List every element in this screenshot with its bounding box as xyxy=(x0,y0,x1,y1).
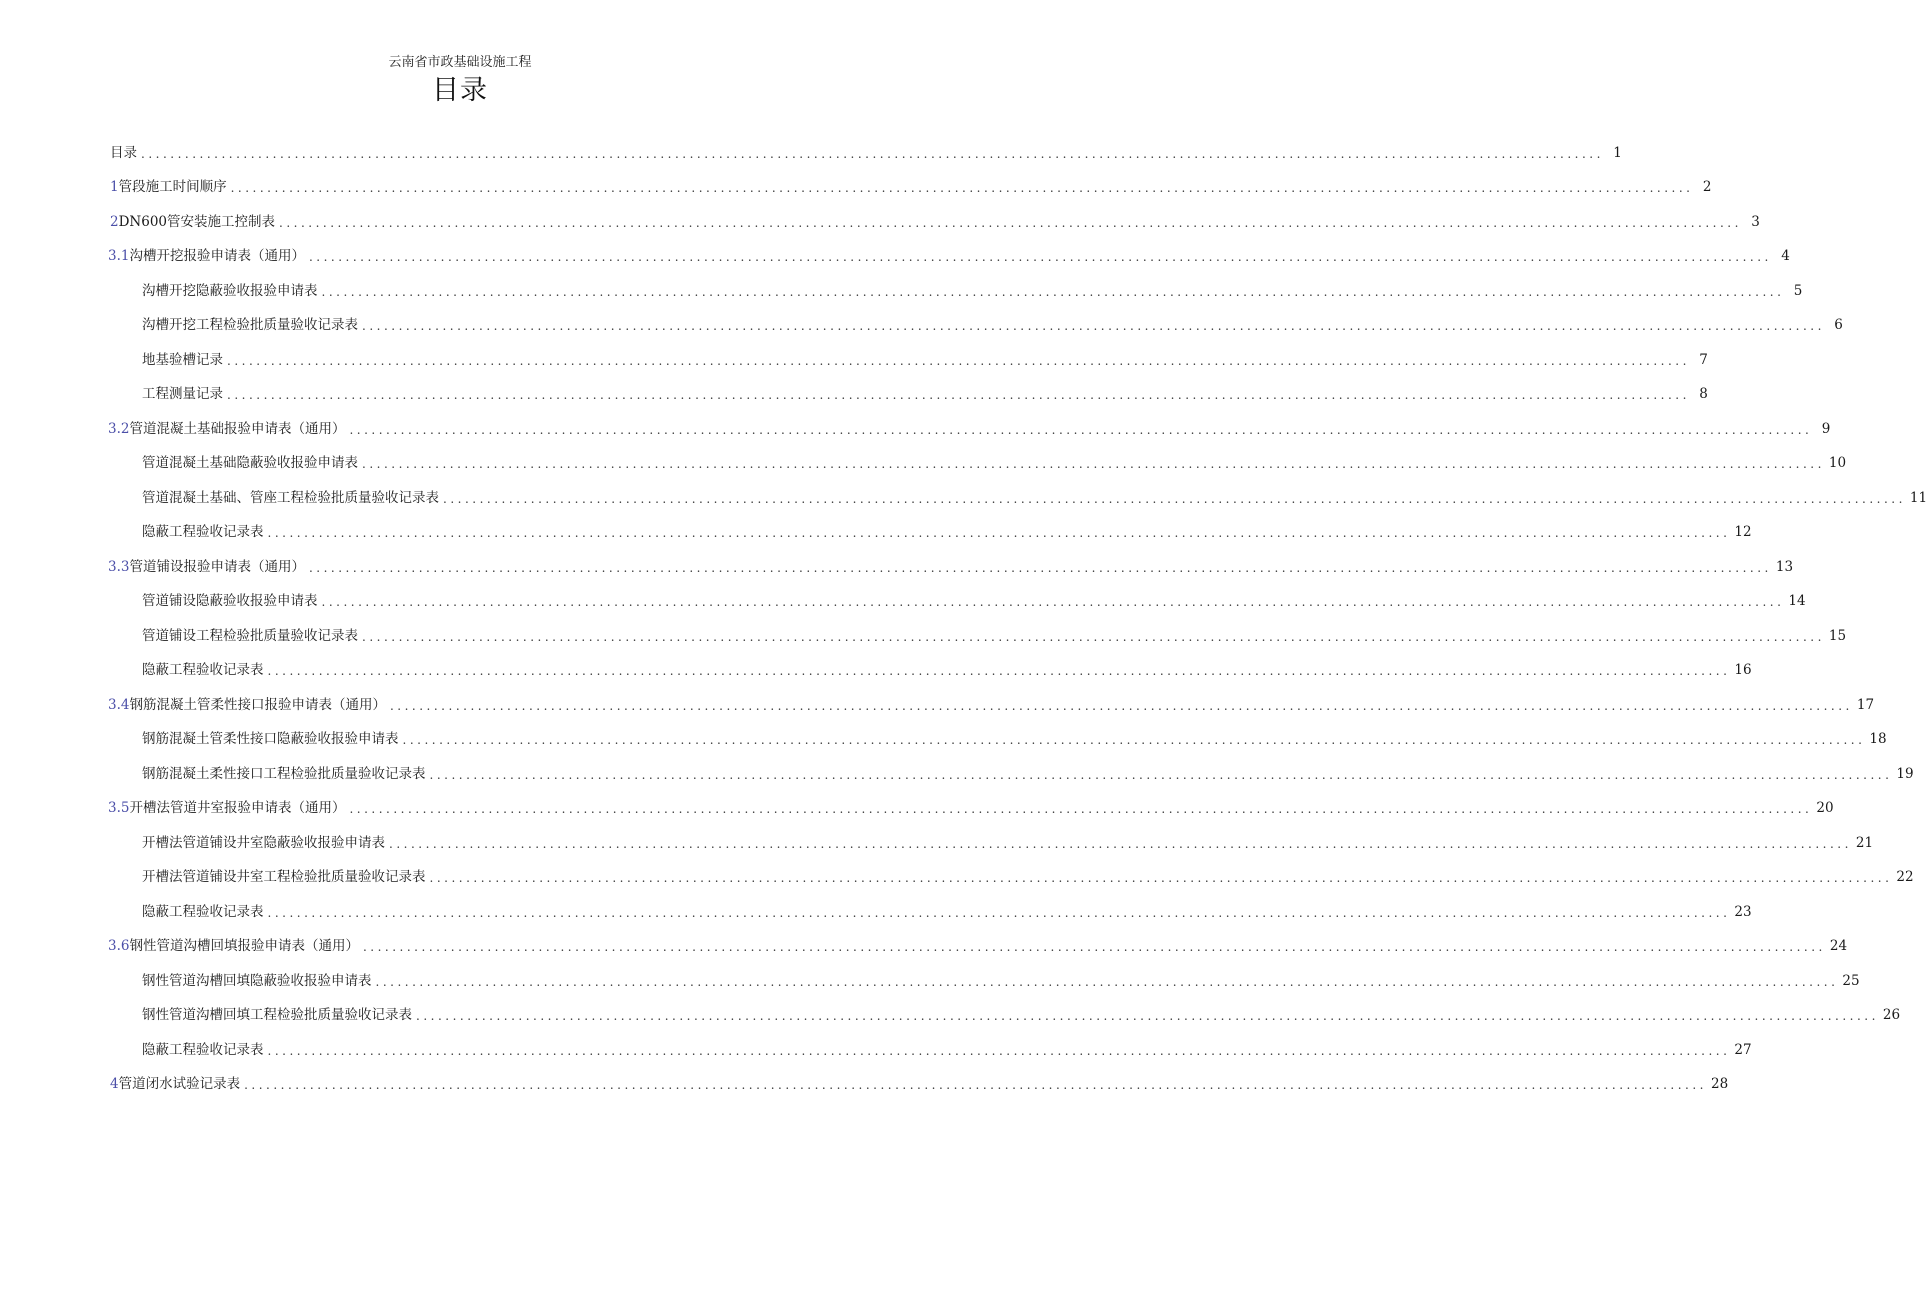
toc-entry[interactable] xyxy=(142,970,1860,990)
toc-leader-dots: ........................................................................................................................................................................................................ xyxy=(244,1078,1707,1092)
toc-leader-dots: ........................................................................................................................................................................................................ xyxy=(349,423,1813,437)
toc-entry-title: 管道混凝土基础隐蔽验收报验申请表 xyxy=(142,455,358,471)
toc-entry-title: 隐蔽工程验收记录表 xyxy=(142,662,264,678)
toc-leader-dots: ........................................................................................................................................................................................................ xyxy=(230,181,1694,195)
toc-page-number: 2 xyxy=(1702,179,1712,195)
toc-leader-dots: ........................................................................................................................................................................................................ xyxy=(267,1044,1731,1058)
toc-entry[interactable] xyxy=(142,487,1927,507)
toc-leader-dots: ........................................................................................................................................................................................................ xyxy=(267,526,1731,540)
toc-leader-dots: ........................................................................................................................................................................................................ xyxy=(227,388,1690,402)
toc-page-number: 16 xyxy=(1734,662,1752,678)
toc-section-number: 3.1 xyxy=(108,248,130,264)
toc-entry[interactable] xyxy=(110,211,1760,231)
toc-entry-subtitle: 报验申请表（通用） xyxy=(264,697,386,713)
toc-page-number: 1 xyxy=(1613,145,1622,161)
toc-leader-dots: ........................................................................................................................................................................................................ xyxy=(375,975,1839,989)
toc-entry[interactable] xyxy=(142,1039,1752,1059)
toc-entry-title: 管道铺设工程检验批质量验收记录表 xyxy=(142,628,358,644)
toc-entry-title: 开槽法管道铺设井室工程检验批质量验收记录表 xyxy=(142,869,426,885)
toc-page-number: 5 xyxy=(1793,283,1803,299)
toc-page-number: 12 xyxy=(1734,524,1752,540)
toc-entry-title: 开槽法管道井室 xyxy=(129,800,224,816)
toc-entry-title: 隐蔽工程验收记录表 xyxy=(142,1042,264,1058)
toc-page-number: 24 xyxy=(1829,938,1848,954)
toc-entry-title: 沟槽开挖工程检验批质量验收记录表 xyxy=(142,317,358,333)
toc-leader-dots: ........................................................................................................................................................................................................ xyxy=(402,733,1866,747)
toc-leader-dots: ........................................................................................................................................................................................................ xyxy=(267,664,1731,678)
toc-section-number: 4 xyxy=(110,1076,119,1092)
toc-leader-dots: ........................................................................................................................................................................................................ xyxy=(267,906,1731,920)
toc-entry-title: 沟槽开挖 xyxy=(129,248,184,264)
toc-leader-dots: ........................................................................................................................................................................................................ xyxy=(321,595,1785,609)
toc-page-number: 23 xyxy=(1734,904,1752,920)
toc-entry-title: 钢筋混凝土管柔性接口隐蔽验收报验申请表 xyxy=(142,731,399,747)
toc-entry-title: 管段施工时间顺序 xyxy=(118,179,227,195)
toc-entry[interactable] xyxy=(142,866,1914,886)
toc-entry[interactable] xyxy=(108,245,1790,265)
toc-page-number: 21 xyxy=(1855,835,1874,851)
toc-leader-dots: ........................................................................................................................................................................................................ xyxy=(429,768,1893,782)
toc-page-number: 20 xyxy=(1816,800,1834,816)
toc-leader-dots: ........................................................................................................................................................................................................ xyxy=(429,871,1893,885)
toc-entry-title: 目录 xyxy=(110,145,137,161)
toc-entry[interactable] xyxy=(142,625,1847,645)
toc-leader-dots: ........................................................................................................................................................................................................ xyxy=(308,561,1772,575)
toc-entry[interactable] xyxy=(142,832,1874,852)
toc-leader-dots: ........................................................................................................................................................................................................ xyxy=(443,492,1906,506)
toc-leader-dots: ........................................................................................................................................................................................................ xyxy=(389,699,1853,713)
toc-page-number: 14 xyxy=(1788,593,1806,609)
toc-page-number: 22 xyxy=(1896,869,1914,885)
toc-leader-dots: ........................................................................................................................................................................................................ xyxy=(308,250,1772,264)
toc-leader-dots: ........................................................................................................................................................................................................ xyxy=(227,354,1690,368)
document-subtitle: 云南省市政基础设施工程 xyxy=(388,55,532,70)
toc-entry-subtitle: 报验申请表（通用） xyxy=(223,800,346,816)
toc-leader-dots: ........................................................................................................................................................................................................ xyxy=(362,630,1825,644)
toc-entry[interactable] xyxy=(108,694,1875,714)
toc-entry-title: 钢性管道沟槽回填隐蔽验收报验申请表 xyxy=(142,973,372,989)
toc-entry[interactable] xyxy=(142,314,1843,334)
toc-entry-title: 管道铺设 xyxy=(142,593,196,609)
toc-leader-dots: ........................................................................................................................................................................................................ xyxy=(416,1009,1879,1023)
toc-page-number: 15 xyxy=(1828,628,1847,644)
toc-entry[interactable] xyxy=(142,901,1752,921)
toc-entry-title: DN600管安装施工控制表 xyxy=(118,214,275,230)
toc-leader-dots: ........................................................................................................................................................................................................ xyxy=(362,940,1826,954)
toc-entry[interactable] xyxy=(110,1073,1729,1093)
toc-entry-title: 管道闭水试验记录表 xyxy=(118,1076,241,1092)
toc-entry-title: 隐蔽工程验收记录表 xyxy=(142,524,264,540)
toc-leader-dots: ........................................................................................................................................................................................................ xyxy=(141,147,1604,161)
toc-entry-title: 隐蔽工程验收记录表 xyxy=(142,904,264,920)
document-title: 目录 xyxy=(432,75,488,106)
toc-entry[interactable] xyxy=(108,797,1834,817)
toc-page-number: 17 xyxy=(1856,697,1875,713)
toc-entry-title: 钢性管道沟槽回填工程检验批质量验收记录表 xyxy=(142,1007,412,1023)
toc-entry-subtitle: 报验申请表（通用） xyxy=(237,938,359,954)
toc-entry[interactable] xyxy=(142,590,1806,610)
toc-page-number: 19 xyxy=(1896,766,1914,782)
toc-entry[interactable] xyxy=(142,383,1708,403)
toc-entry[interactable] xyxy=(142,728,1887,748)
toc-page-number: 6 xyxy=(1834,317,1843,333)
toc-leader-dots: ........................................................................................................................................................................................................ xyxy=(279,216,1742,230)
toc-leader-dots: ........................................................................................................................................................................................................ xyxy=(321,285,1785,299)
toc-section-number: 3.6 xyxy=(108,938,130,954)
toc-entry-title: 管道混凝土基础报验申请表（通用） xyxy=(129,421,346,437)
toc-leader-dots: ........................................................................................................................................................................................................ xyxy=(349,802,1813,816)
toc-entry-title: 工程测量记录 xyxy=(142,386,223,402)
toc-page-number: 26 xyxy=(1882,1007,1901,1023)
toc-entry-title: 钢筋混凝土柔性接口工程检验批质量验收记录表 xyxy=(142,766,426,782)
toc-section-number: 3.4 xyxy=(108,697,130,713)
toc-entry[interactable] xyxy=(110,142,1622,162)
toc-entry[interactable] xyxy=(142,763,1914,783)
toc-entry[interactable] xyxy=(108,556,1794,576)
toc-page-number: 27 xyxy=(1734,1042,1752,1058)
toc-page-number: 25 xyxy=(1842,973,1860,989)
toc-entry-subtitle: 隐蔽验收报验申请表 xyxy=(196,593,318,609)
toc-entry-title: 钢性管道沟槽回填 xyxy=(129,938,238,954)
toc-page-number: 13 xyxy=(1775,559,1794,575)
toc-page-number: 7 xyxy=(1699,352,1708,368)
toc-entry-title: 沟槽开挖 xyxy=(142,283,196,299)
toc-page-number: 28 xyxy=(1710,1076,1729,1092)
toc-entry-title: 管道混凝土基础、管座工程检验批质量验收记录表 xyxy=(142,490,439,506)
toc-page-number: 9 xyxy=(1821,421,1831,437)
toc-section-number: 3.2 xyxy=(108,421,130,437)
toc-entry[interactable] xyxy=(108,935,1848,955)
toc-entry[interactable] xyxy=(142,280,1803,300)
toc-entry-title: 地基验槽记录 xyxy=(142,352,223,368)
toc-page-number: 8 xyxy=(1699,386,1708,402)
toc-entry-title: 管道铺设报验申请表（通用） xyxy=(129,559,305,575)
toc-page-number: 10 xyxy=(1828,455,1847,471)
toc-entry-subtitle: 隐蔽验收报验申请表 xyxy=(196,283,318,299)
toc-entry-title: 钢筋混凝土管柔性接口 xyxy=(129,697,265,713)
toc-page-number: 4 xyxy=(1781,248,1790,264)
toc-page-number: 11 xyxy=(1909,490,1927,506)
toc-page-number: 18 xyxy=(1869,731,1887,747)
toc-section-number: 3.5 xyxy=(108,800,130,816)
toc-leader-dots: ........................................................................................................................................................................................................ xyxy=(362,457,1825,471)
toc-entry[interactable] xyxy=(142,452,1847,472)
toc-entry[interactable] xyxy=(108,418,1831,438)
toc-entry[interactable] xyxy=(142,1004,1901,1024)
toc-entry[interactable] xyxy=(142,349,1708,369)
toc-entry-title: 开槽法管道铺设井室隐蔽验收报验申请表 xyxy=(142,835,385,851)
toc-entry[interactable] xyxy=(110,176,1712,196)
toc-entry[interactable] xyxy=(142,521,1752,541)
toc-leader-dots: ........................................................................................................................................................................................................ xyxy=(362,319,1825,333)
toc-section-number: 2 xyxy=(110,214,119,230)
toc-entry[interactable] xyxy=(142,659,1752,679)
toc-section-number: 3.3 xyxy=(108,559,130,575)
toc-section-number: 1 xyxy=(110,179,119,195)
toc-leader-dots: ........................................................................................................................................................................................................ xyxy=(389,837,1852,851)
toc-page-number: 3 xyxy=(1751,214,1760,230)
toc-entry-subtitle: 报验申请表（通用） xyxy=(183,248,305,264)
